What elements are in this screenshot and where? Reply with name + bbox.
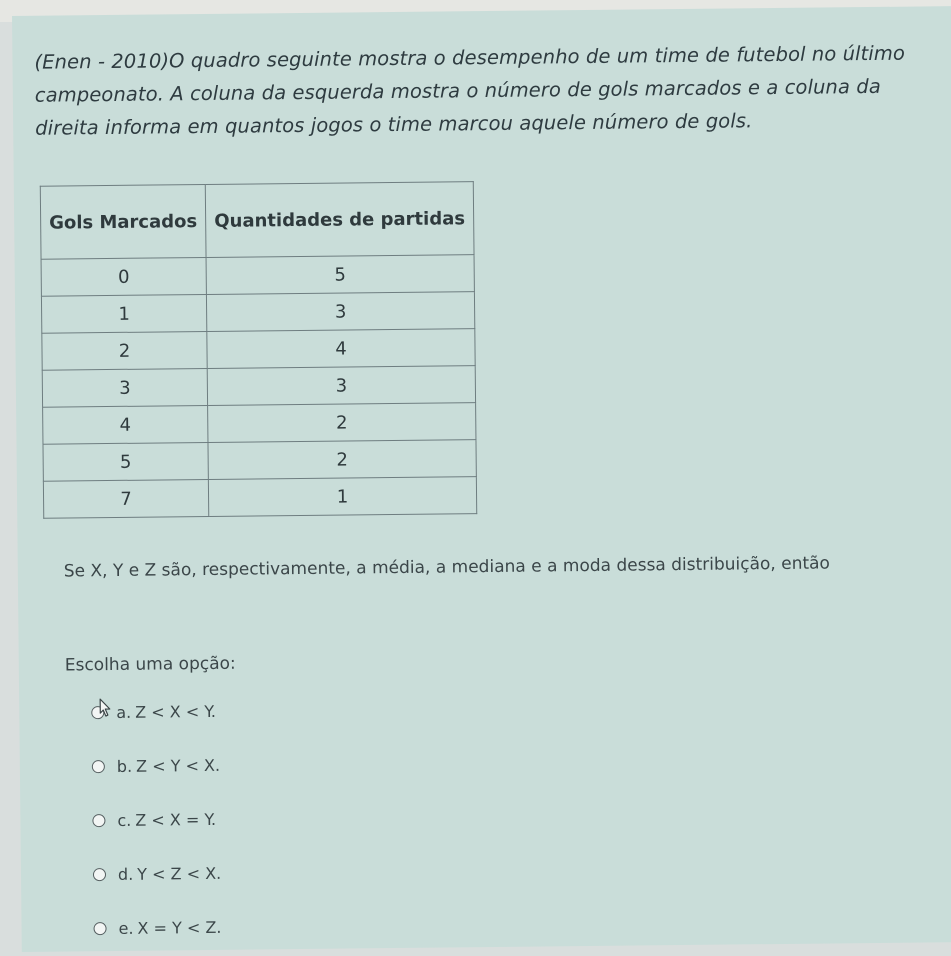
option-text: Z < X < Y. [135,701,216,722]
table-row [41,292,474,334]
table-cell-partidas: 5 [206,255,474,295]
table-row [42,329,475,371]
table-row [43,440,476,482]
table-row [43,403,476,445]
table-cell-partidas: 2 [208,403,476,443]
option-letter: e. [118,918,134,938]
option-text: Z < X = Y. [135,809,217,830]
question-text: (Enen - 2010)O quadro seguinte mostra o desempenho de um time de futebol no último campeonato. A coluna da esquerda mostra o número de gols marcados e a coluna da direita informa em quantos jogos o time marcou aquele número de gols. [34,41,906,140]
option-text: X = Y < Z. [137,917,222,938]
table-cell-gols: 5 [43,442,208,481]
question-panel [12,6,951,952]
table-row [43,477,476,519]
option-e[interactable] [93,897,494,955]
option-letter: b. [116,756,133,776]
option-b[interactable] [92,735,493,793]
table-cell-partidas: 3 [207,366,475,406]
table-cell-partidas: 1 [208,477,476,517]
table-cell-gols: 0 [41,257,206,296]
option-text: Y < Z < X. [137,863,222,884]
option-letter: c. [117,810,132,830]
option-d[interactable] [93,843,494,901]
goals-table [40,181,477,519]
choose-option-label: Escolha uma opção: [64,653,236,676]
table-cell-gols: 4 [43,405,208,444]
table-cell-gols: 7 [43,479,208,518]
header-quantidades-partidas: Quantidades de partidas [205,182,474,258]
pointer-cursor-icon [97,698,113,720]
table-header-row [40,182,474,260]
table-cell-partidas: 3 [206,292,474,332]
answer-options [91,681,494,955]
radio-button-icon[interactable] [93,922,106,935]
table-cell-gols: 1 [41,294,206,333]
radio-button-icon[interactable] [92,760,105,773]
header-gols-marcados: Gols Marcados [40,184,206,259]
table-cell-partidas: 4 [207,329,475,369]
table-cell-gols: 3 [42,368,207,407]
question-prompt: Se X, Y e Z são, respectivamente, a média, a mediana e a moda dessa distribuição, então [63,553,831,582]
option-letter: d. [117,864,134,884]
option-text: Z < Y < X. [136,755,221,776]
table-cell-gols: 2 [42,331,207,370]
option-a[interactable] [91,681,492,739]
table-row [41,255,474,297]
table-row [42,366,475,408]
option-letter: a. [116,702,132,722]
option-c[interactable] [92,789,493,847]
radio-button-icon[interactable] [92,814,105,827]
table-cell-partidas: 2 [208,440,476,480]
radio-button-icon[interactable] [93,868,106,881]
